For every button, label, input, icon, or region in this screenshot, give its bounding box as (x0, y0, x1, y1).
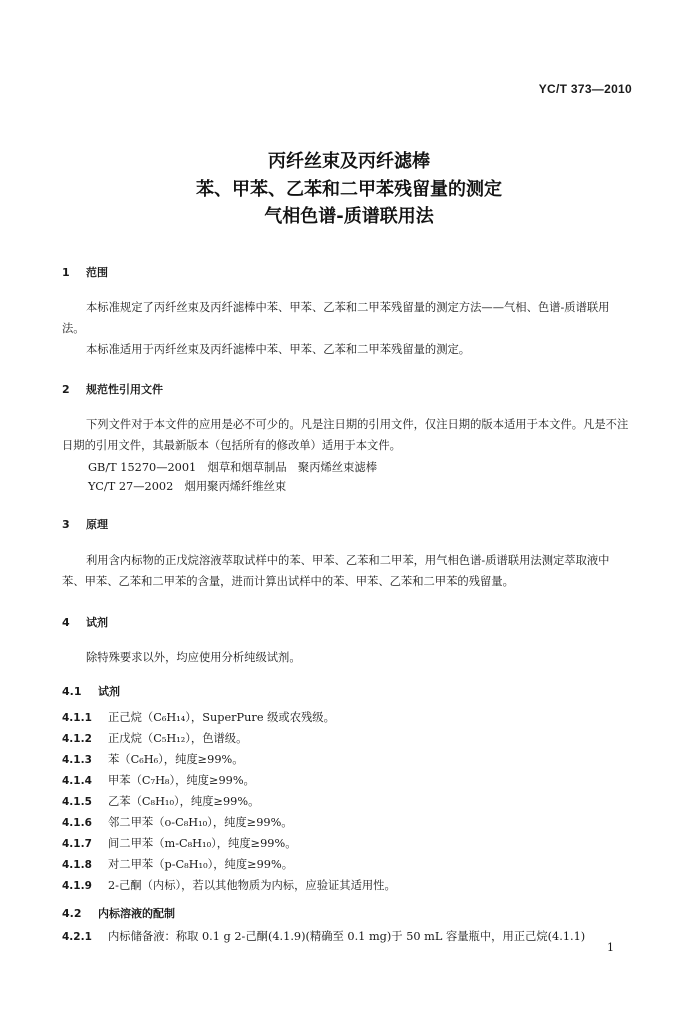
item-text: 乙苯（C₈H₁₀），纯度≥99%。 (108, 795, 260, 808)
item-number: 4.1.8 (62, 859, 92, 871)
section-1-paragraph-2: 本标准适用于丙纤丝束及丙纤滤棒中苯、甲苯、乙苯和二甲苯残留量的测定。 (86, 343, 471, 356)
reagent-item (62, 751, 244, 767)
reagent-item (62, 856, 293, 872)
item-text: 正戊烷（C₅H₁₂），色谱级。 (108, 732, 248, 745)
procedure-item (62, 928, 585, 944)
page-number: 1 (607, 941, 614, 954)
item-text: 2-己酮（内标），若以其他物质为内标，应验证其适用性。 (108, 879, 396, 892)
item-text: 间二甲苯（m-C₈H₁₀），纯度≥99%。 (108, 837, 297, 850)
reagent-item (62, 730, 247, 746)
title-line-2: 苯、甲苯、乙苯和二甲苯残留量的测定 (196, 179, 502, 200)
item-text: 邻二甲苯（o-C₈H₁₀），纯度≥99%。 (108, 816, 293, 829)
section-title: 试剂 (98, 685, 120, 698)
item-number: 4.1.4 (62, 775, 92, 787)
section-3-heading (62, 516, 108, 532)
title-line-3: 气相色谱-质谱联用法 (264, 206, 434, 227)
item-number: 4.1.5 (62, 796, 92, 808)
item-number: 4.1.3 (62, 754, 92, 766)
item-text: 苯（C₆H₆），纯度≥99%。 (108, 753, 244, 766)
section-number: 4.1 (62, 685, 82, 698)
section-2-heading (62, 381, 163, 397)
normative-reference-1: GB/T 15270—2001 烟草和烟草制品 聚丙烯丝束滤棒 (88, 461, 377, 474)
standard-code: YC/T 373—2010 (538, 82, 632, 96)
reagent-item (62, 835, 297, 851)
item-number: 4.2.1 (62, 931, 92, 943)
section-number: 4 (62, 616, 70, 629)
reagent-item (62, 814, 293, 830)
item-text: 甲苯（C₇H₈），纯度≥99%。 (108, 774, 255, 787)
section-4-paragraph-1: 除特殊要求以外，均应使用分析纯级试剂。 (86, 651, 301, 664)
section-title: 内标溶液的配制 (98, 907, 175, 920)
item-text: 内标储备液：称取 0.1 g 2-己酮(4.1.9)(精确至 0.1 mg)于 50 mL 容量瓶中，用正己烷(4.1.1) (108, 930, 586, 943)
section-3-paragraph-1: 利用含内标物的正戊烷溶液萃取试样中的苯、甲苯、乙苯和二甲苯，用气相色谱-质谱联用法测定萃取液中苯、甲苯、乙苯和二甲苯的含量，进而计算出试样中的苯、甲苯、乙苯和二甲苯的残留量。 (62, 554, 610, 588)
item-number: 4.1.9 (62, 880, 92, 892)
reagent-item (62, 793, 259, 809)
section-2-paragraph-1: 下列文件对于本文件的应用是必不可少的。凡是注日期的引用文件，仅注日期的版本适用于本文件。凡是不注日期的引用文件，其最新版本（包括所有的修改单）适用于本文件。 (62, 418, 629, 452)
section-title: 试剂 (86, 616, 108, 629)
section-number: 3 (62, 518, 70, 531)
section-title: 原理 (86, 518, 108, 531)
subsection-4-2-heading (62, 905, 175, 921)
section-4-heading (62, 614, 108, 630)
item-number: 4.1.1 (62, 712, 92, 724)
reagent-item (62, 709, 335, 725)
normative-reference-2: YC/T 27—2002 烟用聚丙烯纤维丝束 (88, 480, 287, 493)
section-number: 1 (62, 266, 70, 279)
subsection-4-1-heading (62, 683, 120, 699)
item-number: 4.1.6 (62, 817, 92, 829)
section-title: 范围 (86, 266, 108, 279)
section-title: 规范性引用文件 (86, 383, 163, 396)
section-1-heading (62, 264, 108, 280)
section-number: 2 (62, 383, 70, 396)
title-line-1: 丙纤丝束及丙纤滤棒 (268, 151, 430, 172)
section-1-paragraph-1: 本标准规定了丙纤丝束及丙纤滤棒中苯、甲苯、乙苯和二甲苯残留量的测定方法——气相、色谱-质谱联用法。 (62, 301, 610, 335)
item-number: 4.1.2 (62, 733, 92, 745)
item-text: 对二甲苯（p-C₈H₁₀），纯度≥99%。 (108, 858, 294, 871)
reagent-item (62, 877, 396, 893)
section-number: 4.2 (62, 907, 82, 920)
reagent-item (62, 772, 255, 788)
item-text: 正己烷（C₆H₁₄），SuperPure 级或农残级。 (108, 711, 335, 724)
item-number: 4.1.7 (62, 838, 92, 850)
